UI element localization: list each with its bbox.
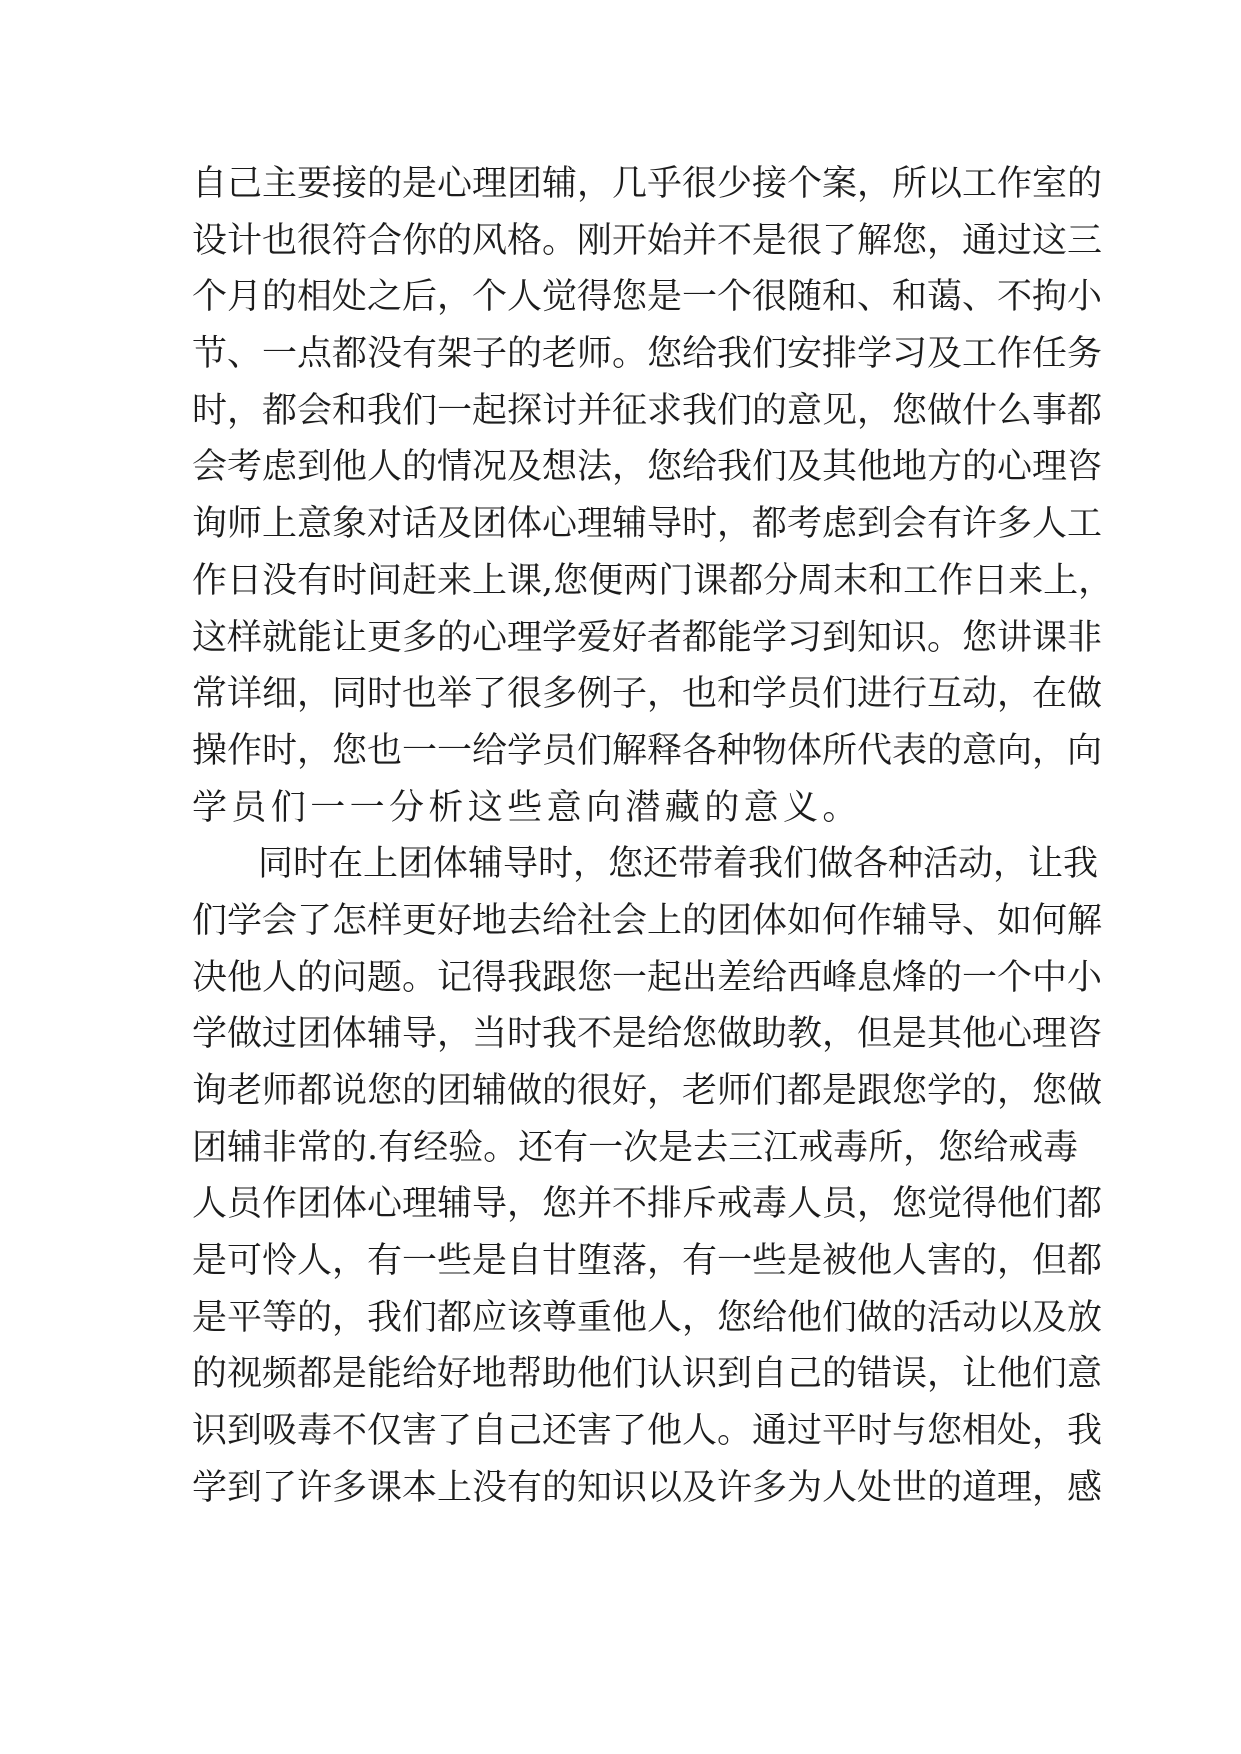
text-line: 团辅非常的.有经验。还有一次是去三江戒毒所，您给戒毒 [192, 1127, 1079, 1168]
text-line: 学做过团体辅导，当时我不是给您做助教，但是其他心理咨 [192, 1014, 1103, 1055]
text-line: 询师上意象对话及团体心理辅导时，都考虑到会有许多人工 [192, 504, 1103, 545]
text-line: 学到了许多课本上没有的知识以及许多为人处世的道理，感 [192, 1467, 1103, 1508]
text-line: 节、一点都没有架子的老师。您给我们安排学习及工作任务 [192, 334, 1103, 375]
paragraph-first-line: 同时在上团体辅导时，您还带着我们做各种活动，让我 [258, 844, 1099, 885]
text-line: 自己主要接的是心理团辅，几乎很少接个案，所以工作室的 [192, 164, 1103, 204]
text-line: 个月的相处之后，个人觉得您是一个很随和、和蔼、不拘小 [192, 277, 1103, 318]
text-line: 时，都会和我们一起探讨并征求我们的意见，您做什么事都 [192, 390, 1103, 431]
text-line: 常详细，同时也举了很多例子，也和学员们进行互动，在做 [192, 674, 1103, 715]
text-line: 是平等的，我们都应该尊重他人，您给他们做的活动以及放 [192, 1297, 1103, 1338]
text-line: 会考虑到他人的情况及想法，您给我们及其他地方的心理咨 [192, 447, 1103, 488]
paragraph-end-line: 学员们一一分析这些意向潜藏的意义。 [192, 787, 862, 828]
text-line: 询老师都说您的团辅做的很好，老师们都是跟您学的，您做 [192, 1071, 1103, 1111]
text-line: 作日没有时间赶来上课,您便两门课都分周末和工作日来上， [192, 560, 1114, 601]
text-line: 的视频都是能给好地帮助他们认识到自己的错误，让他们意 [192, 1354, 1103, 1395]
text-line: 是可怜人，有一些是自甘堕落，有一些是被他人害的，但都 [192, 1241, 1103, 1282]
text-line: 设计也很符合你的风格。刚开始并不是很了解您，通过这三 [192, 220, 1103, 261]
text-line: 决他人的问题。记得我跟您一起出差给西峰息烽的一个中小 [192, 957, 1103, 998]
text-line: 识到吸毒不仅害了自己还害了他人。通过平时与您相处，我 [192, 1411, 1103, 1452]
body-text [192, 156, 1114, 1517]
text-line: 这样就能让更多的心理学爱好者都能学习到知识。您讲课非 [192, 617, 1103, 658]
text-line: 们学会了怎样更好地去给社会上的团体如何作辅导、如何解 [192, 900, 1103, 941]
text-line: 人员作团体心理辅导，您并不排斥戒毒人员，您觉得他们都 [192, 1184, 1103, 1225]
text-line: 操作时，您也一一给学员们解释各种物体所代表的意向，向 [192, 730, 1103, 771]
